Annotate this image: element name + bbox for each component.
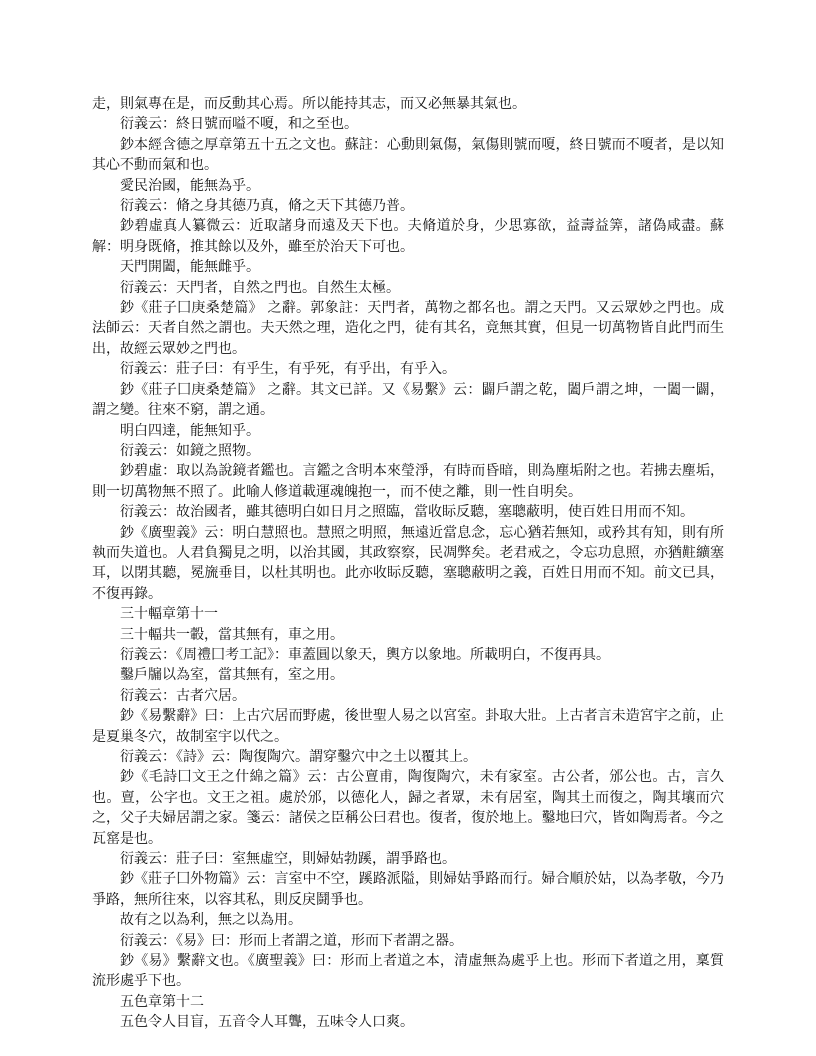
paragraph: 鈔《莊子囗外物篇》云：言室中不空，蹊路派隘，則婦姑爭路而行。婦合順於姑，以為孝敬，今乃爭路，無所往來，以容其私，則反戾鬪爭也。 (92, 871, 724, 908)
paragraph: 衍義云：《易》曰：形而上者謂之道，形而下者謂之器。 (120, 932, 463, 949)
paragraph: 衍義云：莊子曰：室無虛空，則婦姑勃蹊，謂爭路也。 (120, 851, 456, 868)
paragraph: 衍義云：古者穴居。 (120, 687, 246, 704)
paragraph: 鈔本經含德之厚章第五十五之文也。蘇註：心動則氣傷，氣傷則號而嗄，終日號而不嗄者，是以知其心不動而氣和也。 (92, 136, 724, 174)
paragraph: 鈔《易》繫辭文也。《廣聖義》曰：形而上者道之本，清虛無為處乎上也。形而下者道之用，稟質流形處乎下也。 (92, 953, 724, 990)
paragraph: 衍義云：脩之身其德乃真，脩之天下其德乃普。 (120, 198, 414, 215)
paragraph: 三十輻章第十一 (120, 606, 218, 623)
paragraph: 故有之以為利，無之以為用。 (120, 912, 302, 929)
paragraph: 衍義云：終日號而嗌不嗄，和之至也。 (120, 116, 358, 133)
paragraph: 五色章第十二 (120, 993, 204, 1010)
paragraph: 衍義云：莊子曰：有乎生，有乎死，有乎出，有乎入。 (120, 361, 456, 378)
paragraph: 衍義云：故治國者，雖其德明白如日月之照臨，當收眎反聽，塞聰蔽明，使百姓日用而不知。 (120, 504, 694, 521)
paragraph: 三十輻共一轂，當其無有，車之用。 (120, 626, 344, 643)
paragraph: 天門開闔，能無雌乎。 (120, 259, 260, 276)
paragraph: 走，則氣專在是，而反動其心焉。所以能持其志，而又必無暴其氣也。 (92, 96, 526, 112)
paragraph: 鑿戶牖以為室，當其無有，室之用。 (120, 667, 344, 684)
paragraph: 衍義云：如鏡之照物。 (120, 442, 260, 459)
paragraph: 衍義云：《周禮囗考工記》：車蓋圓以象天，輿方以象地。所載明白，不復再具。 (120, 646, 610, 663)
paragraph: 鈔碧虛真人纂微云：近取諸身而遠及天下也。夫脩道於身，少思寡欲，益壽益筭，諸偽咸盡。蘇解：明身既脩，推其餘以及外，雖至於治天下可也。 (92, 218, 724, 255)
paragraph: 鈔《廣聖義》云：明白慧照也。慧照之明照，無遠近當息念，忘心猶若無知，或矜其有知，則有所執而失道也。人君負獨見之明，以治其國，其政察察，民凋弊矣。老君戒之，令忘功息照，亦猶黈纊塞耳，以閉其聽，冕旒垂目，以杜其明也。此亦收眎反聽，塞聰蔽明之義，百姓日用而不知。前文已具，不復再錄。 (92, 524, 724, 602)
paragraph: 鈔《莊子囗庚桑楚篇》 之辭。郭象註：天門者，萬物之都名也。謂之天門。又云眾妙之門也。成法師云：天者自然之謂也。夫天然之理，造化之門，徒有其名，竟無其實，但見一切萬物皆自此門而生出，故經云眾妙之門也。 (92, 300, 724, 357)
paragraph: 鈔《易繫辭》曰：上古穴居而野處，後世聖人易之以宮室。卦取大壯。上古者言未造宮宇之前，止是夏巢冬穴，故制室宇以代之。 (92, 708, 724, 745)
paragraph: 鈔《莊子囗庚桑楚篇》 之辭。其文已詳。又《易繫》云：闢戶謂之乾，闔戶謂之坤，一闔一闢，謂之變。往來不窮，謂之通。 (92, 381, 724, 419)
paragraph: 愛民治國，能無為乎。 (120, 177, 260, 194)
document-page (92, 94, 724, 1033)
paragraph: 衍義云：天門者，自然之門也。自然生太極。 (120, 279, 400, 296)
paragraph: 明白四達，能無知乎。 (120, 422, 260, 439)
paragraph: 五色令人目盲，五音令人耳聾，五味令人口爽。 (120, 1014, 414, 1031)
paragraph: 衍義云：《詩》云：陶復陶穴。謂穿鑿穴中之土以覆其上。 (120, 749, 477, 765)
paragraph: 鈔《毛詩囗文王之什綿之篇》云：古公亶甫，陶復陶穴，未有家室。古公者，邠公也。古，言久也。亶，公字也。文王之祖。處於邠，以德化人，歸之者眾，未有居室，陶其土而復之，陶其壤而穴之，父子夫婦居謂之家。箋云：諸侯之臣稱公曰君也。復者，復於地上。鑿地曰穴，皆如陶焉者。今之瓦窰是也。 (92, 769, 724, 847)
paragraph: 鈔碧虛：取以為說鏡者鑑也。言鑑之含明本來瑩淨，有時而昏暗，則為塵垢附之也。若拂去塵垢，則一切萬物無不照了。此喻人修道載運魂魄抱一，而不使之離，則一性自明矣。 (92, 463, 724, 500)
